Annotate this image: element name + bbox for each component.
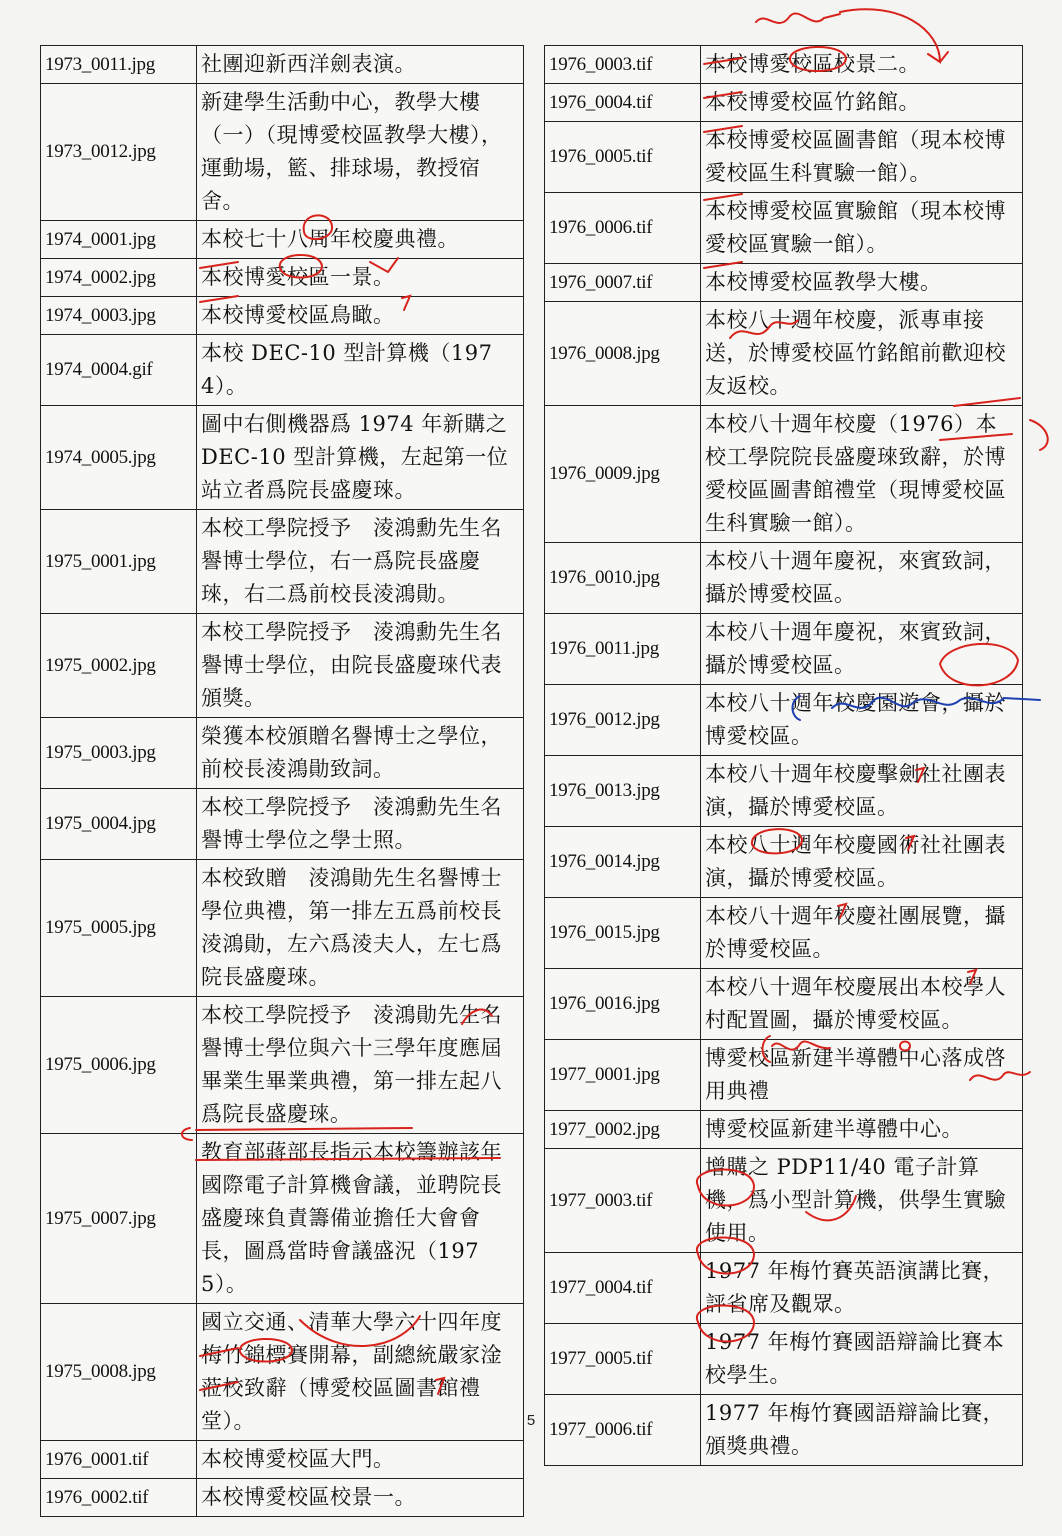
file-name: 1976_0003.tif: [545, 46, 701, 84]
table-row: [545, 264, 1023, 302]
table-row: [545, 614, 1023, 685]
bracket-mark: [1030, 420, 1048, 450]
description: 本校博愛校區教學大樓。: [701, 264, 1023, 302]
description: 增購之 PDP11/40 電子計算機，爲小型計算機，供學生實驗使用。: [701, 1149, 1023, 1253]
description: 本校八十週年校慶園遊會，攝於博愛校區。: [701, 685, 1023, 756]
file-name: 1976_0007.tif: [545, 264, 701, 302]
description: 博愛校區新建半導體中心。: [701, 1111, 1023, 1149]
table-row: [545, 122, 1023, 193]
table-row: [41, 46, 524, 84]
table-row: [545, 756, 1023, 827]
table-row: [545, 84, 1023, 122]
description: 本校博愛校區校景二。: [701, 46, 1023, 84]
table-row: [545, 406, 1023, 543]
description: 本校博愛校區鳥瞰。: [197, 297, 524, 335]
table-row: [41, 84, 524, 221]
file-name: 1976_0010.jpg: [545, 543, 701, 614]
table-row: [545, 827, 1023, 898]
file-name: 1974_0002.jpg: [41, 259, 197, 297]
description: 新建學生活動中心，教學大樓（一）（現博愛校區教學大樓），運動場，籃、排球場，教授宿舍。: [197, 84, 524, 221]
table-row: [545, 1111, 1023, 1149]
file-name: 1975_0004.jpg: [41, 789, 197, 860]
description: 1977 年梅竹賽國語辯論比賽，頒獎典禮。: [701, 1395, 1023, 1466]
description: 本校 DEC-10 型計算機（1974）。: [197, 335, 524, 406]
description: 本校博愛校區一景。: [197, 259, 524, 297]
table-row: [41, 297, 524, 335]
table-row: [41, 614, 524, 718]
table-row: [545, 969, 1023, 1040]
description: 本校八十週年校慶擊劍社社團表演，攝於博愛校區。: [701, 756, 1023, 827]
file-name: 1976_0011.jpg: [545, 614, 701, 685]
table-row: [41, 510, 524, 614]
left-catalog-table: [40, 45, 524, 1517]
description: 本校八十週年校慶國術社社團表演，攝於博愛校區。: [701, 827, 1023, 898]
file-name: 1974_0005.jpg: [41, 406, 197, 510]
description: 本校八十週年校慶，派專車接送，於博愛校區竹銘館前歡迎校友返校。: [701, 302, 1023, 406]
description: 本校工學院授予 淩鴻勳先生名譽博士學位，右一爲院長盛慶琜，右二爲前校長淩鴻勛。: [197, 510, 524, 614]
file-name: 1975_0005.jpg: [41, 860, 197, 997]
file-name: 1977_0005.tif: [545, 1324, 701, 1395]
description: 本校博愛校區圖書館（現本校博愛校區生科實驗一館）。: [701, 122, 1023, 193]
table-row: [545, 1253, 1023, 1324]
table-row: [545, 46, 1023, 84]
table-row: [41, 406, 524, 510]
description: 榮獲本校頒贈名譽博士之學位，前校長淩鴻勛致詞。: [197, 718, 524, 789]
table-row: [545, 193, 1023, 264]
table-row: [41, 1134, 524, 1304]
annotation-scribble: [756, 13, 840, 22]
file-name: 1973_0012.jpg: [41, 84, 197, 221]
table-row: [41, 997, 524, 1134]
file-name: 1975_0006.jpg: [41, 997, 197, 1134]
table-row: [545, 1040, 1023, 1111]
description: 本校八十週年慶祝，來賓致詞，攝於博愛校區。: [701, 614, 1023, 685]
description: 本校八十週年校慶展出本校學人村配置圖，攝於博愛校區。: [701, 969, 1023, 1040]
table-row: [545, 1324, 1023, 1395]
description: 本校致贈 淩鴻勛先生名譽博士學位典禮，第一排左五爲前校長淩鴻勛，左六爲淩夫人，左七爲院長盛慶琜。: [197, 860, 524, 997]
description: 1977 年梅竹賽國語辯論比賽本校學生。: [701, 1324, 1023, 1395]
file-name: 1975_0001.jpg: [41, 510, 197, 614]
table-row: [545, 1149, 1023, 1253]
description: 1977 年梅竹賽英語演講比賽，評省席及觀眾。: [701, 1253, 1023, 1324]
file-name: 1974_0003.jpg: [41, 297, 197, 335]
file-name: 1977_0006.tif: [545, 1395, 701, 1466]
right-catalog-table: [544, 45, 1023, 1466]
description: 博愛校區新建半導體中心落成啓用典禮: [701, 1040, 1023, 1111]
table-row: [545, 543, 1023, 614]
description: 本校博愛校區校景一。: [197, 1479, 524, 1517]
file-name: 1977_0003.tif: [545, 1149, 701, 1253]
file-name: 1976_0006.tif: [545, 193, 701, 264]
file-name: 1975_0003.jpg: [41, 718, 197, 789]
table-row: [41, 1479, 524, 1517]
table-row: [545, 898, 1023, 969]
file-name: 1976_0004.tif: [545, 84, 701, 122]
file-name: 1976_0005.tif: [545, 122, 701, 193]
description: 本校工學院授予 淩鴻勛先生名譽博士學位與六十三學年度應屆畢業生畢業典禮，第一排左起八爲院長盛慶琜。: [197, 997, 524, 1134]
file-name: 1976_0015.jpg: [545, 898, 701, 969]
table-row: [545, 685, 1023, 756]
file-name: 1976_0012.jpg: [545, 685, 701, 756]
table-row: [545, 1395, 1023, 1466]
file-name: 1975_0008.jpg: [41, 1304, 197, 1441]
description: 本校七十八周年校慶典禮。: [197, 221, 524, 259]
file-name: 1974_0001.jpg: [41, 221, 197, 259]
description: 本校博愛校區實驗館（現本校博愛校區實驗一館）。: [701, 193, 1023, 264]
description: 圖中右側機器爲 1974 年新購之 DEC-10 型計算機，左起第一位站立者爲院長盛慶琜。: [197, 406, 524, 510]
table-row: [545, 302, 1023, 406]
file-name: 1975_0007.jpg: [41, 1134, 197, 1304]
file-name: 1976_0001.tif: [41, 1441, 197, 1479]
file-name: 1975_0002.jpg: [41, 614, 197, 718]
description: 本校工學院授予 淩鴻勳先生名譽博士學位之學士照。: [197, 789, 524, 860]
description: 國立交通、清華大學六十四年度梅竹錦標賽開幕，副總統嚴家淦蒞校致辭（博愛校區圖書館禮堂）。: [197, 1304, 524, 1441]
table-row: [41, 259, 524, 297]
table-row: [41, 335, 524, 406]
file-name: 1974_0004.gif: [41, 335, 197, 406]
description: 教育部蔣部長指示本校籌辦該年國際電子計算機會議，並聘院長盛慶琜負責籌備並擔任大會會長，圖爲當時會議盛況（1975）。: [197, 1134, 524, 1304]
table-row: [41, 1441, 524, 1479]
file-name: 1977_0001.jpg: [545, 1040, 701, 1111]
page-number: 5: [526, 1412, 536, 1429]
description: 社團迎新西洋劍表演。: [197, 46, 524, 84]
file-name: 1977_0002.jpg: [545, 1111, 701, 1149]
table-row: [41, 221, 524, 259]
table-row: [41, 718, 524, 789]
description: 本校八十週年校慶（1976）本校工學院院長盛慶琜致辭，於博愛校區圖書館禮堂（現博愛校區生科實驗一館）。: [701, 406, 1023, 543]
description: 本校博愛校區大門。: [197, 1441, 524, 1479]
description: 本校博愛校區竹銘館。: [701, 84, 1023, 122]
description: 本校八十週年慶祝，來賓致詞，攝於博愛校區。: [701, 543, 1023, 614]
file-name: 1976_0016.jpg: [545, 969, 701, 1040]
table-row: [41, 860, 524, 997]
file-name: 1976_0002.tif: [41, 1479, 197, 1517]
file-name: 1976_0013.jpg: [545, 756, 701, 827]
file-name: 1976_0009.jpg: [545, 406, 701, 543]
file-name: 1976_0014.jpg: [545, 827, 701, 898]
description: 本校八十週年校慶社團展覽，攝於博愛校區。: [701, 898, 1023, 969]
file-name: 1973_0011.jpg: [41, 46, 197, 84]
file-name: 1976_0008.jpg: [545, 302, 701, 406]
table-row: [41, 789, 524, 860]
description: 本校工學院授予 淩鴻勳先生名譽博士學位，由院長盛慶琜代表頒獎。: [197, 614, 524, 718]
file-name: 1977_0004.tif: [545, 1253, 701, 1324]
